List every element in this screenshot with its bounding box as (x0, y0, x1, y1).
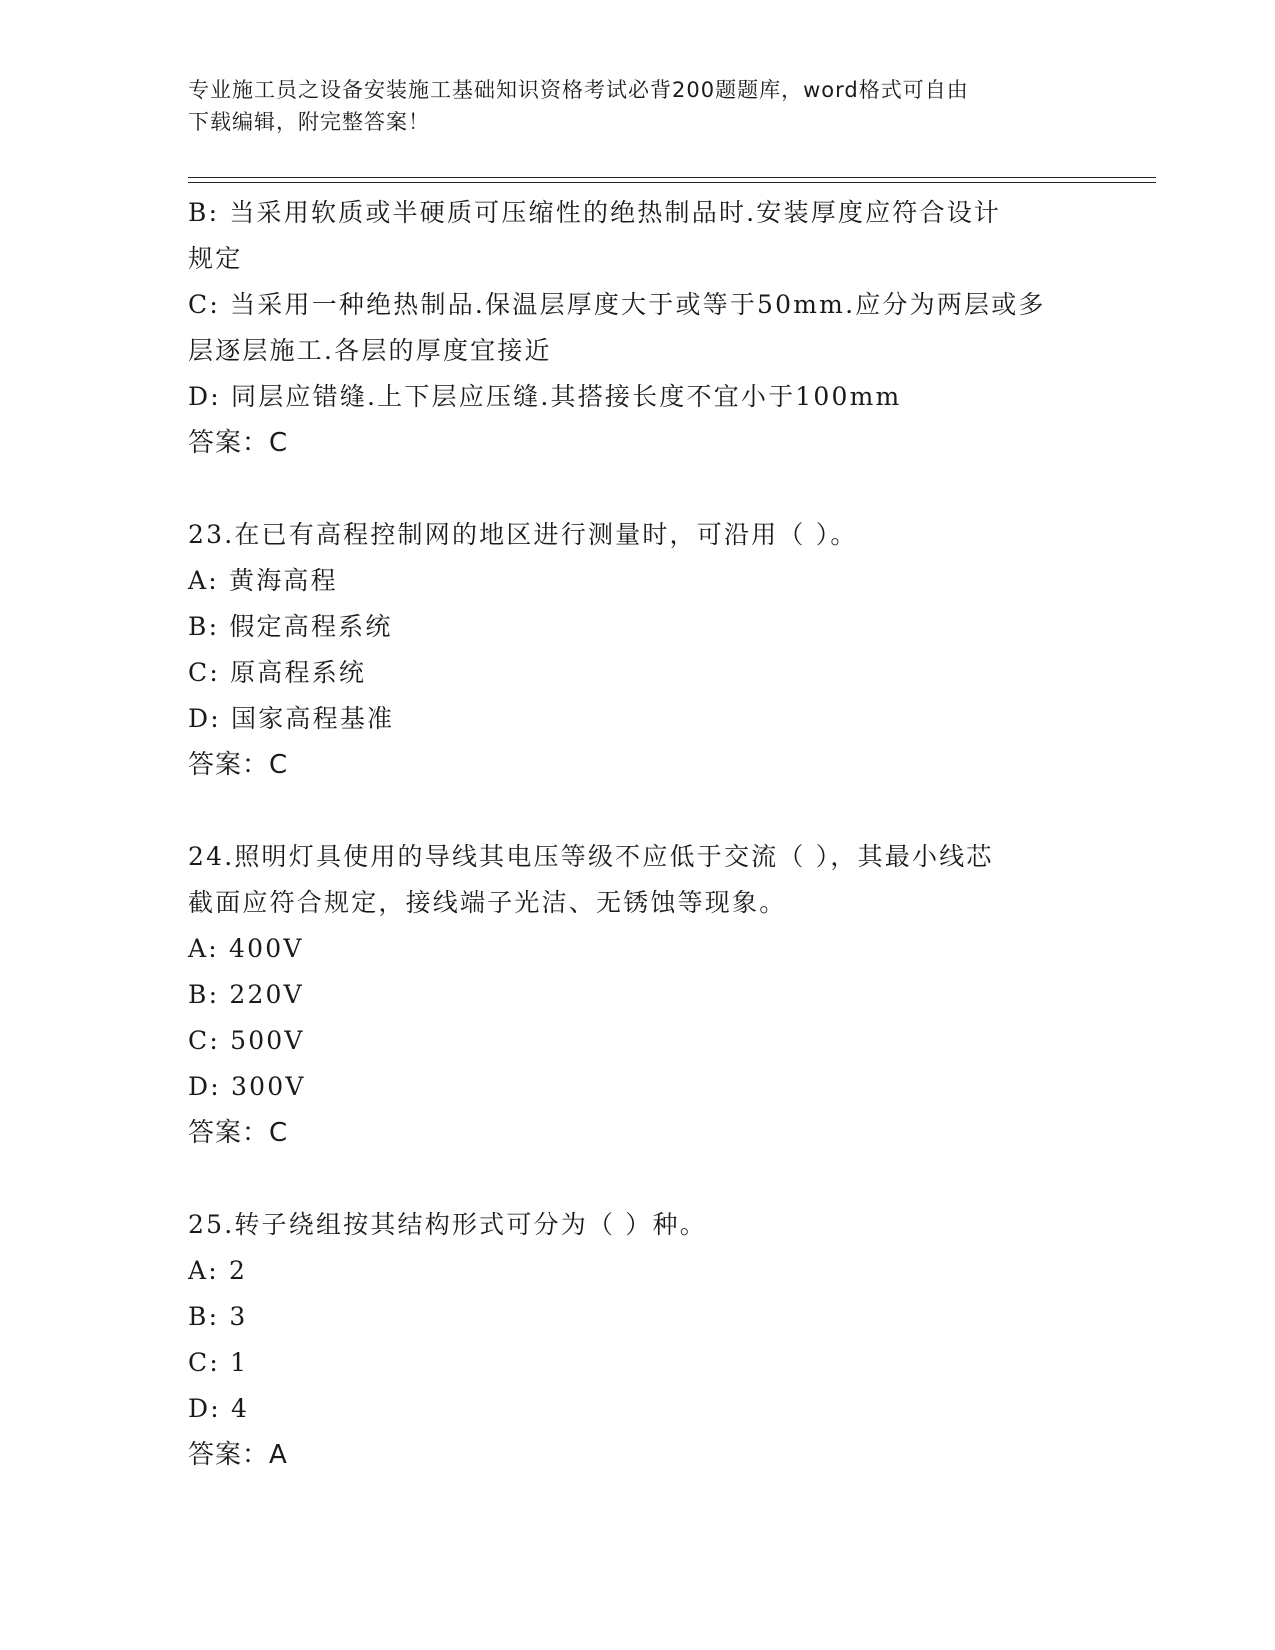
option-a: A: 400V (188, 934, 304, 963)
answer: 答案：A (188, 1440, 288, 1470)
answer: 答案：C (188, 428, 289, 458)
option-a: A: 黄海高程 (188, 566, 338, 595)
spacer (188, 788, 1088, 834)
question-text-line-2: 截面应符合规定，接线端子光洁、无锈蚀等现象。 (188, 888, 787, 917)
question-list (188, 190, 1088, 1478)
option-d: D: 4 (188, 1394, 250, 1423)
question-22 (188, 190, 1088, 466)
question-text: 25.转子绕组按其结构形式可分为（ ）种。 (188, 1210, 707, 1239)
header-divider-top (188, 177, 1156, 178)
option-b: B: 3 (188, 1302, 248, 1331)
option-c-line-2: 层逐层施工.各层的厚度宜接近 (188, 336, 552, 365)
question-text: 23.在已有高程控制网的地区进行测量时，可沿用（ ）。 (188, 520, 858, 549)
header-divider-bottom (188, 182, 1156, 183)
question-23 (188, 512, 1088, 788)
question-text-line-1: 24.照明灯具使用的导线其电压等级不应低于交流（ ），其最小线芯 (188, 842, 994, 871)
option-b-line-1: B: 当采用软质或半硬质可压缩性的绝热制品时.安装厚度应符合设计 (188, 198, 1002, 227)
option-c-line-1: C: 当采用一种绝热制品.保温层厚度大于或等于50mm.应分为两层或多 (188, 290, 1046, 319)
option-d: D: 同层应错缝.上下层应压缝.其搭接长度不宜小于100mm (188, 382, 902, 411)
header-line-2: 下载编辑，附完整答案！ (188, 110, 430, 134)
option-a: A: 2 (188, 1256, 248, 1285)
option-c: C: 1 (188, 1348, 249, 1377)
option-c: C: 原高程系统 (188, 658, 367, 687)
option-d: D: 300V (188, 1072, 306, 1101)
header-line-1: 专业施工员之设备安装施工基础知识资格考试必背200题题库，word格式可自由 (188, 78, 969, 102)
option-d: D: 国家高程基准 (188, 704, 395, 733)
spacer (188, 466, 1088, 512)
answer: 答案：C (188, 750, 289, 780)
option-b: B: 假定高程系统 (188, 612, 393, 641)
question-24 (188, 834, 1088, 1156)
spacer (188, 1156, 1088, 1202)
answer: 答案：C (188, 1118, 289, 1148)
option-c: C: 500V (188, 1026, 305, 1055)
question-25 (188, 1202, 1088, 1478)
option-b-line-2: 规定 (188, 244, 243, 273)
document-header (188, 74, 1088, 138)
option-b: B: 220V (188, 980, 304, 1009)
